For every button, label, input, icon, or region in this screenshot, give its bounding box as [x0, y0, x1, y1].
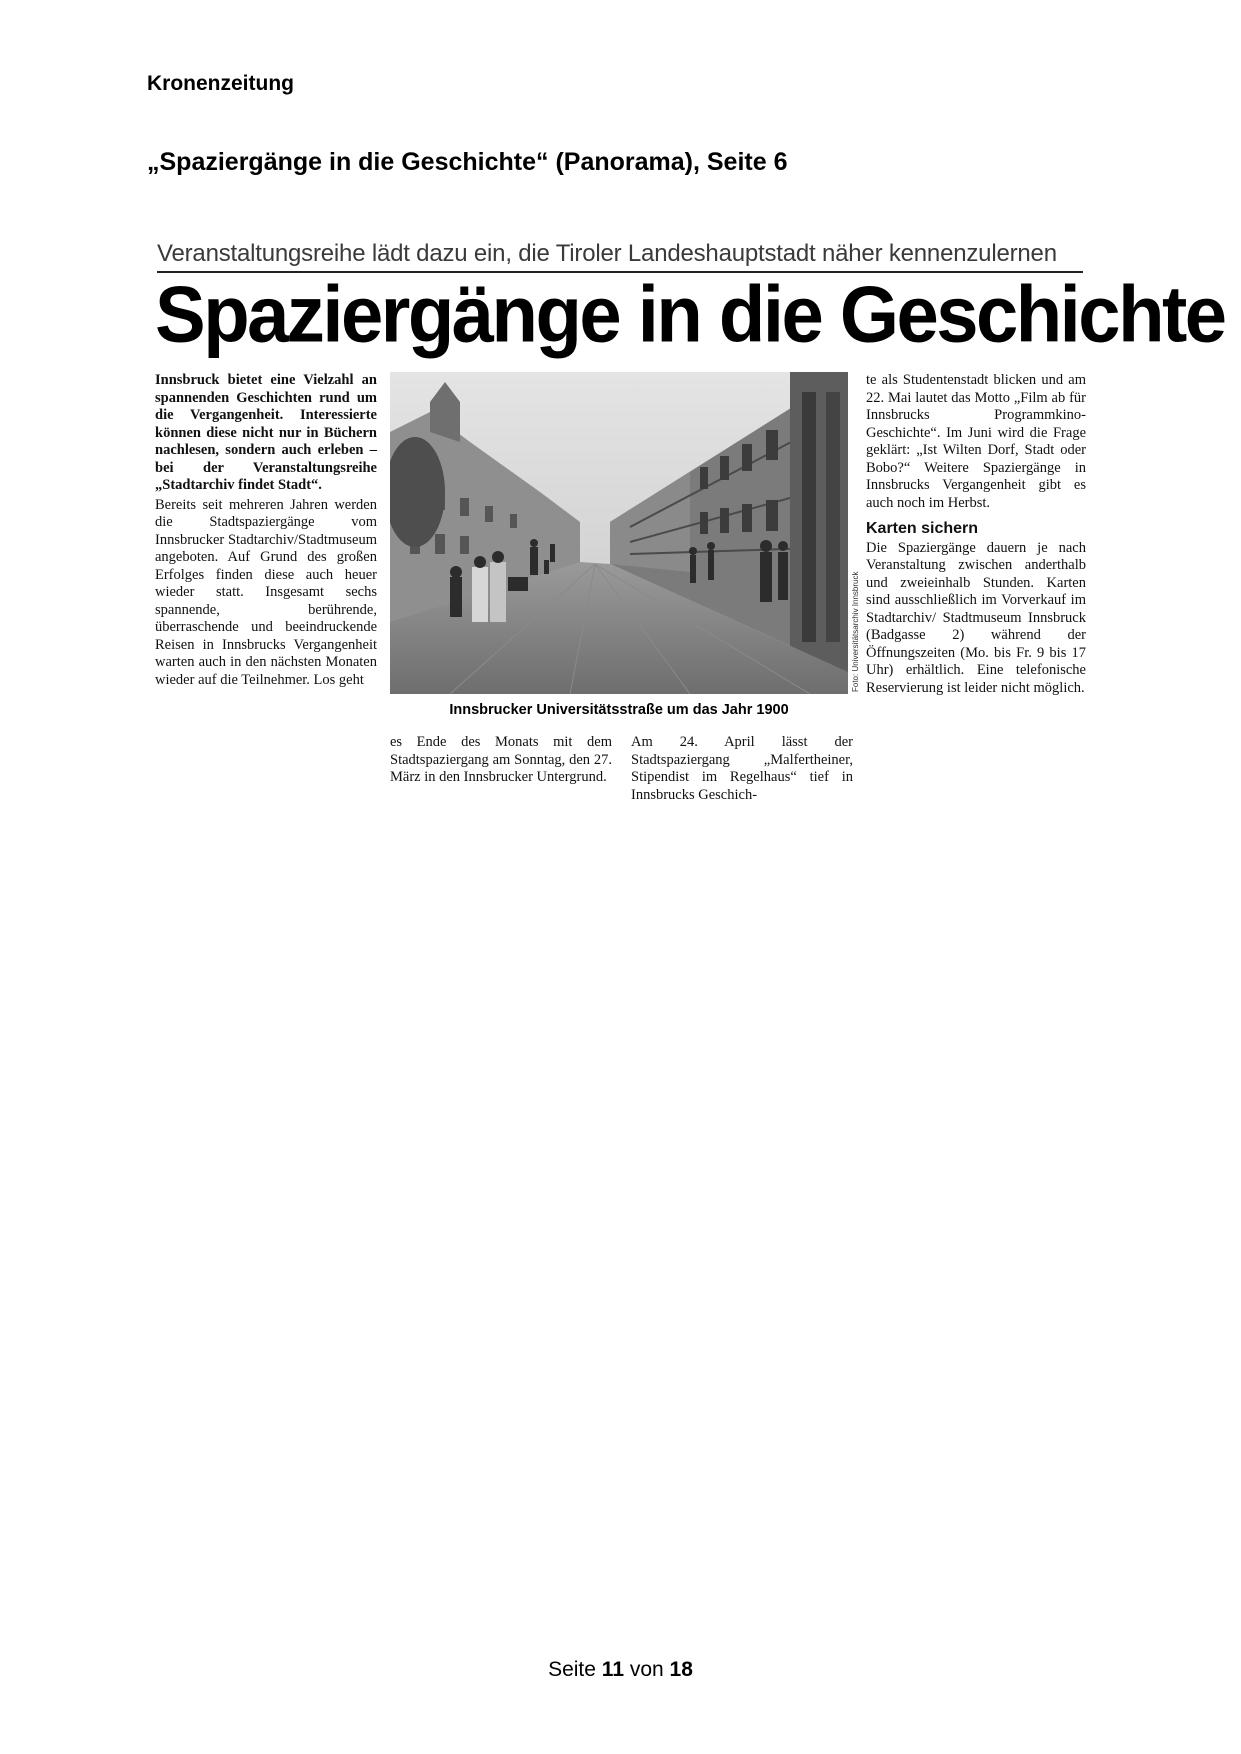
- page-number: [0, 1658, 1241, 1682]
- street-photo-image: [390, 372, 848, 694]
- article-column-4: [866, 372, 1086, 697]
- newspaper-clipping: [153, 240, 1225, 810]
- photo-caption: Innsbrucker Universitätsstraße um das Jahr 1900: [449, 702, 789, 718]
- article-paragraph: te als Studentenstadt blicken und am 22. Mai lautet das Motto „Film ab für Innsbrucks Programmkino-Geschichte“. Im Juni wird die Frage geklärt: „Ist Wilten Dorf, Stadt oder Bobo?“ Weitere Spaziergänge in Innsbrucks Vergangenheit gibt es auch noch im Herbst.: [866, 372, 1086, 511]
- article-kicker: Veranstaltungsreihe lädt dazu ein, die Tiroler Landeshauptstadt näher kennenzulernen: [157, 240, 1083, 273]
- article-column-3: [631, 734, 853, 804]
- article-paragraph: es Ende des Monats mit dem Stadtspaziergang am Sonntag, den 27. März in den Innsbrucker Untergrund.: [390, 734, 612, 785]
- article-column-1: [155, 372, 377, 689]
- page-number-prefix: Seite: [548, 1658, 596, 1681]
- document-title: „Spaziergänge in die Geschichte“ (Panorama), Seite 6: [147, 148, 788, 176]
- article-headline: Spaziergänge in die Geschichte: [155, 269, 1225, 360]
- article-paragraph: Die Spaziergänge dauern je nach Veranstaltung zwischen anderthalb und zweieinhalb Stunden. Karten sind ausschließlich im Vorverkauf im Stadtarchiv/ Stadtmuseum Innsbruck (Badgasse 2) während der Öffnungszeiten (Mo. bis Fr. 9 bis 17 Uhr) erhältlich. Eine telefonische Reservierung ist leider nicht möglich.: [866, 539, 1086, 696]
- article-paragraph: Am 24. April lässt der Stadtspaziergang „Malfertheiner, Stipendist im Regelhaus“ tief in Innsbrucks Geschich-: [631, 734, 853, 803]
- article-column-2: [390, 734, 612, 787]
- article-paragraph: Bereits seit mehreren Jahren werden die Stadtspaziergänge vom Innsbrucker Stadtarchiv/Stadtmuseum angeboten. Auf Grund des großen Erfolges finden diese auch heuer wieder statt. Insgesamt sechs spannende, berührende, überraschende und beeindruckende Reisen in Innsbrucks Vergangenheit warten auch in den nächsten Monaten wieder auf die Teilnehmer. Los geht: [155, 496, 377, 688]
- page-number-current: 11: [601, 1658, 624, 1681]
- page-number-total: 18: [669, 1658, 693, 1681]
- article-lead: Innsbruck bietet eine Vielzahl an spannenden Geschichten rund um die Vergangenheit. Interessierte können diese nicht nur in Büchern nachlesen, sondern auch erleben – bei der Veranstaltungsreihe „Stadtarchiv findet Stadt“.: [155, 372, 377, 493]
- page-number-separator: von: [629, 1658, 664, 1681]
- historic-street-photo: [390, 372, 848, 694]
- photo-credit: Foto: Universitätsarchiv Innsbruck: [851, 571, 860, 692]
- article-subheading: Karten sichern: [866, 520, 979, 537]
- source-name: Kronenzeitung: [147, 72, 294, 95]
